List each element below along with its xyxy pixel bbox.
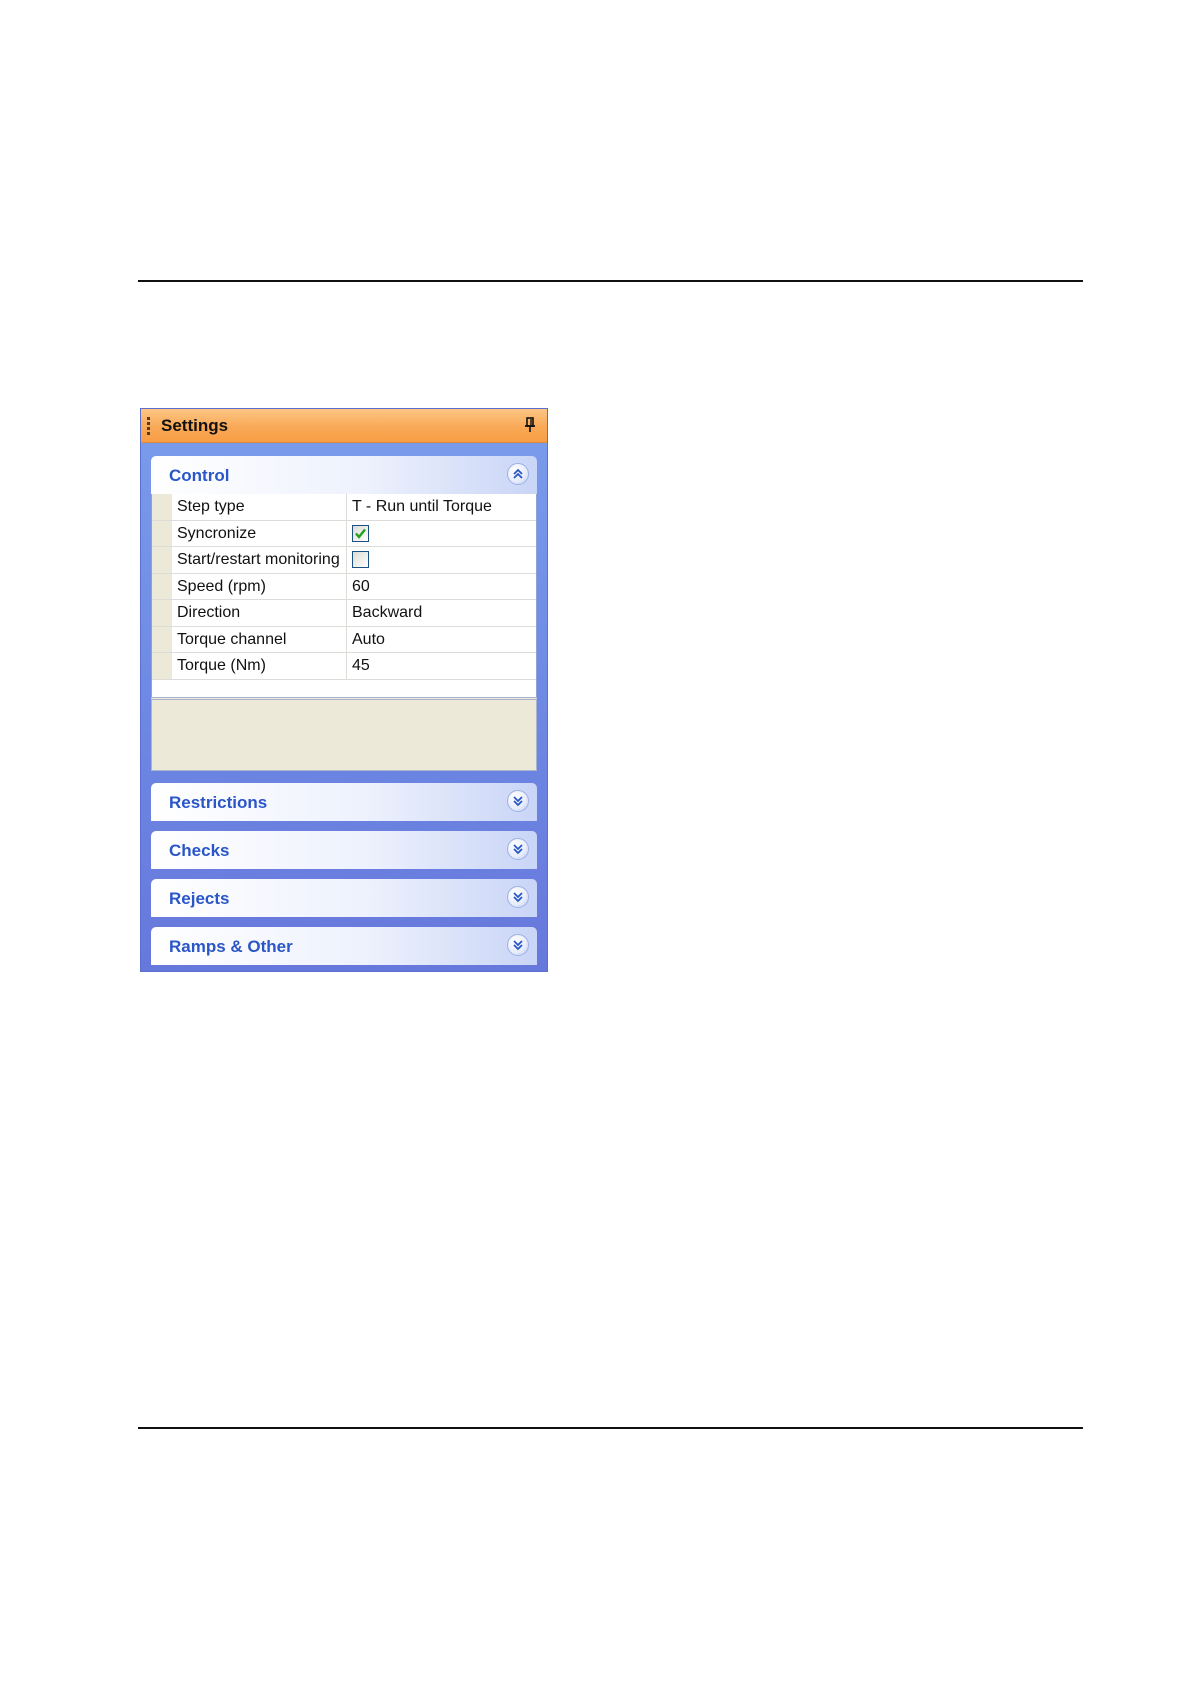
chevron-down-icon[interactable]: [507, 934, 529, 956]
chevron-down-icon[interactable]: [507, 838, 529, 860]
settings-panel: [140, 408, 548, 972]
chevron-up-icon[interactable]: [507, 463, 529, 485]
property-row-torque-channel[interactable]: [152, 627, 536, 654]
property-value[interactable]: 60: [352, 577, 370, 595]
property-row-direction[interactable]: [152, 600, 536, 627]
property-name: Torque (Nm): [172, 653, 347, 679]
property-value[interactable]: T - Run until Torque: [352, 498, 492, 515]
grip-icon[interactable]: [147, 417, 150, 435]
pin-icon[interactable]: [523, 417, 537, 433]
property-name: Start/restart monitoring: [172, 547, 347, 573]
group-rejects[interactable]: [151, 879, 537, 917]
property-row-torque[interactable]: [152, 653, 536, 680]
chevron-down-icon[interactable]: [507, 886, 529, 908]
property-row-start-restart-monitoring[interactable]: [152, 547, 536, 574]
property-name: Syncronize: [172, 521, 347, 547]
property-value[interactable]: Backward: [352, 604, 423, 621]
property-name: Step type: [172, 494, 347, 520]
panel-titlebar[interactable]: [141, 409, 547, 443]
property-name: Torque channel: [172, 627, 347, 653]
property-value[interactable]: 45: [352, 657, 370, 674]
start-restart-monitoring-checkbox[interactable]: [352, 551, 369, 568]
group-control-label: Control: [169, 466, 230, 485]
group-restrictions-label: Restrictions: [169, 793, 268, 812]
chevron-down-icon[interactable]: [507, 790, 529, 812]
panel-title: Settings: [161, 416, 229, 435]
property-row-step-type[interactable]: [152, 494, 536, 521]
group-ramps-label: Ramps & Other: [169, 937, 293, 956]
group-ramps-other[interactable]: [151, 927, 537, 965]
group-checks[interactable]: [151, 831, 537, 869]
group-checks-label: Checks: [169, 841, 230, 860]
property-row-speed[interactable]: [152, 574, 536, 601]
property-row-syncronize[interactable]: [152, 521, 536, 548]
property-name: Direction: [172, 600, 347, 626]
property-grid: [151, 494, 537, 699]
group-restrictions[interactable]: [151, 783, 537, 821]
group-rejects-label: Rejects: [169, 889, 230, 908]
property-name: Speed (rpm): [172, 574, 347, 600]
property-value[interactable]: Auto: [352, 630, 385, 648]
footer-rule: [138, 1427, 1083, 1429]
group-control[interactable]: [151, 456, 537, 494]
property-description-area: [151, 697, 537, 771]
syncronize-checkbox[interactable]: [352, 525, 369, 542]
header-rule: [138, 280, 1083, 282]
